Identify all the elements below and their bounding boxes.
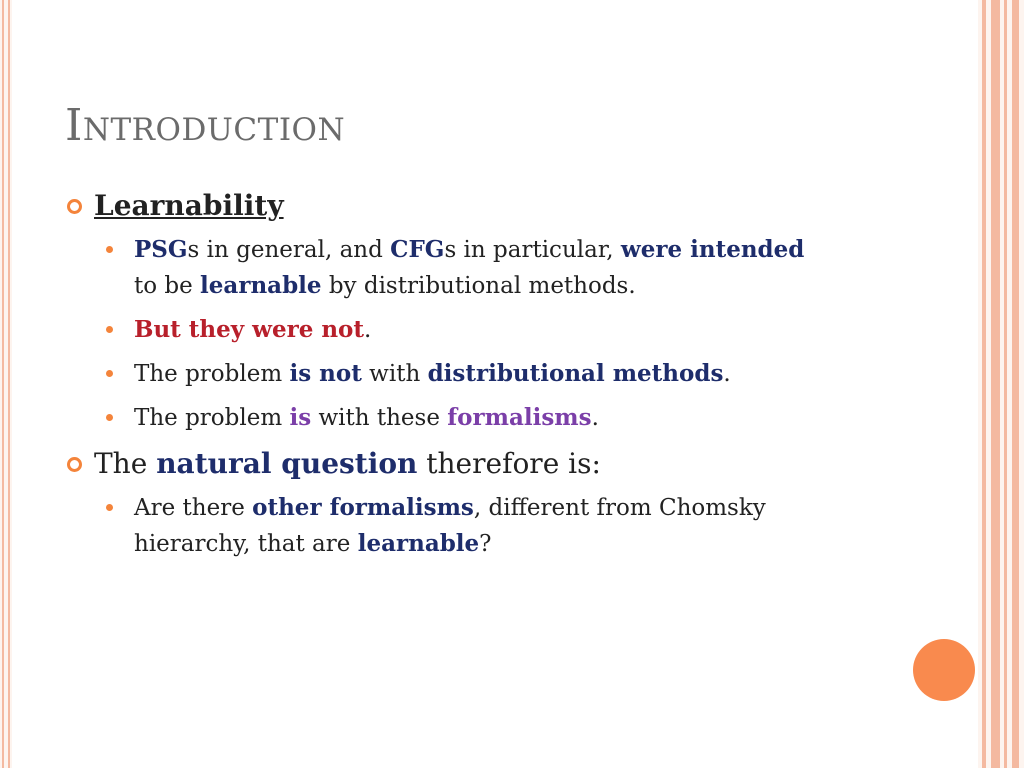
ring-bullet-icon [67,457,82,472]
text-other-formalisms: other formalisms [252,494,474,521]
text-segment: to be [134,273,201,299]
dot-bullet-icon [106,370,113,377]
text-segment: with [361,361,428,387]
text-distributional-methods: distributional methods [427,360,724,387]
right-border-stripe [982,0,986,768]
bullet-learnability [62,186,902,226]
text-segment: . [591,405,599,431]
text-but-they-were-not: But they were not [134,316,365,343]
text-segment: The problem [134,361,290,387]
text-segment: Are there [134,495,253,521]
text-learnable: learnable [200,272,322,299]
sub-bullet-psg-cfg [62,232,834,304]
right-border-stripe [991,0,1000,768]
text-formalisms: formalisms [447,404,592,431]
dot-bullet-icon [106,326,113,333]
right-border-stripe [1004,0,1007,768]
bullet-natural-question [62,444,902,484]
text-segment: . [364,317,372,343]
text-segment: . [723,361,731,387]
text-were-intended: were intended [620,236,805,263]
text-segment: by distributional methods. [321,273,636,299]
sub-bullet-but-not [62,312,834,348]
sub-bullet-other-formalisms [62,490,774,562]
text-psg: PSG [134,236,188,263]
dot-bullet-icon [106,414,113,421]
left-border-stripe [2,0,4,768]
text-segment: with these [311,405,448,431]
text-segment: , different from Chomsky hierarchy, that are [134,495,766,557]
text-segment: ? [479,531,492,557]
sub-bullet-problem-not [62,356,834,392]
text-segment: s in general, and [187,237,391,263]
text-segment: s in particular, [444,237,621,263]
orange-circle-decoration [913,639,975,701]
text-is-not: is not [289,360,362,387]
sub-bullet-problem-is [62,400,834,436]
learnability-heading: Learnability [94,189,284,222]
right-border-stripe [1012,0,1019,768]
text-segment: The problem [134,405,290,431]
text-learnable: learnable [357,530,480,557]
dot-bullet-icon [106,246,113,253]
dot-bullet-icon [106,504,113,511]
slide-title: Introduction [65,100,346,151]
text-segment: The [94,447,157,480]
ring-bullet-icon [67,199,82,214]
text-segment: therefore is: [417,447,601,480]
text-is: is [289,404,312,431]
text-cfg: CFG [390,236,445,263]
slide-content [62,186,902,570]
left-border-stripe [8,0,10,768]
text-natural-question: natural question [156,447,418,480]
